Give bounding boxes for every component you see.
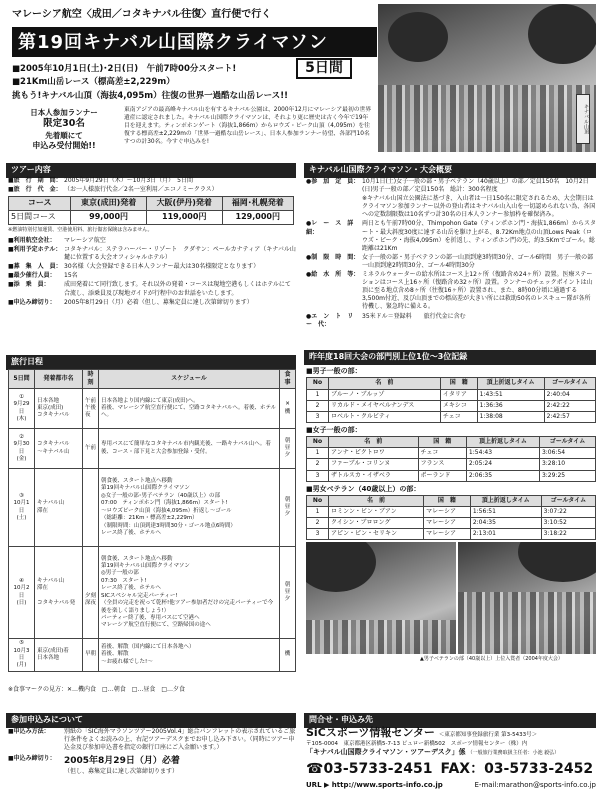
ov-label: ●参 加 定 員： xyxy=(306,178,360,185)
itin-th: 5日間 xyxy=(9,370,35,389)
winners-photo xyxy=(458,542,596,654)
res-cell: 3:29:25 xyxy=(539,470,595,481)
results-heading: 昨年度18回大会の部門別上位1位〜3位記録 xyxy=(304,350,596,365)
itin-city: キナバル山 滞在 xyxy=(35,469,83,547)
table-row xyxy=(307,470,596,481)
item-label: ■申込み締切り： xyxy=(8,298,56,306)
itin-th: スケジュール xyxy=(99,370,280,389)
company-logo: SiCスポーツ情報センター xyxy=(306,726,435,739)
item-value: 30名様（大会登録できる日本人ランナー最大は30名様限定となります） xyxy=(64,263,260,271)
itin-day: ④ 10月2日 (日) xyxy=(9,547,35,639)
tour-heading: ツアー内容 xyxy=(6,163,296,178)
ov-value: ※キナバル山国立公園法に基づき、入山者は一日150名に限定されるため、大会期日はクライマソン参加ランナー以外の登山者はキナバル山入山を一切認められない為、各国への定数制限数は10名ずつ計30名の日本人ランナー参加枠を確保済み。 xyxy=(362,195,596,219)
res-th: No xyxy=(307,437,329,448)
res-cell: チェコ xyxy=(440,411,477,422)
res-th: ゴールタイム xyxy=(541,496,595,507)
itin-day: ③ 10月1日 (土) xyxy=(9,469,35,547)
res-cell: 2:06:35 xyxy=(466,470,539,481)
res-cell: 1:56:51 xyxy=(470,507,541,518)
item-value: コタキナバル：ステラハーバー・リゾート クダサン：ペールカナティア（キナバル山麓に位置する大会オフィシャルホテル） xyxy=(64,246,296,262)
res-th: 頂上折返しタイム xyxy=(470,496,541,507)
ov-label: ●制 限 時 間： xyxy=(306,253,360,261)
itin-th: 時刻 xyxy=(83,370,99,389)
res-cell: クイシン・ブロロング xyxy=(329,518,424,529)
res-cell: ポーランド xyxy=(418,470,466,481)
ov-label: ●レ ー ス 詳 細： xyxy=(306,220,360,236)
phone-number[interactable]: ☎03-5733-2451 xyxy=(306,760,433,777)
apply-method-label: ■申込み方法： xyxy=(8,728,50,735)
res-cell: 2 xyxy=(307,518,329,529)
itin-sched: 着後、解散（国内線にて日本各地へ） 着後、解散 〜お疲れ様でした!〜 xyxy=(99,639,280,672)
item-label: ■利用予定ホテル： xyxy=(8,246,62,254)
itin-sched: 朝食後、スタート地点へ移動 第19回キナバル山国際クライマソン ◎女子一般の部･男子ベテラン（40歳以上）の部 07:00 ティンポホン門（海抜1,866m）スタート! 〜ロウズピーク山頂（海抜4,095m）折返し〜ゴール （総距離：21Km・標高差±2,229m） （制限時間：山頂到達3時間30分・ゴール地点6時間） レース終了後、ホテルへ xyxy=(99,469,280,547)
itin-meal: 機 xyxy=(280,639,296,672)
price-table xyxy=(8,196,294,225)
table-row xyxy=(307,448,596,459)
item-value: マレーシア航空 xyxy=(64,236,106,244)
license: ＜東京都知事登録旅行業 第3-5433号＞ xyxy=(438,732,538,738)
item-label: ■利用航空会社： xyxy=(8,236,56,244)
res-cell: 3:06:54 xyxy=(539,448,595,459)
table-row xyxy=(307,507,596,518)
price-osaka: 119,000円 xyxy=(146,211,222,225)
meal-legend: ※食事マークの見方：✕…機内食 □…朝食 □…昼食 □…夕食 xyxy=(8,686,186,693)
email-link[interactable]: E-mail:marathon@sports-info.co.jp xyxy=(474,780,596,789)
contact-heading: 問合せ・申込み先 xyxy=(304,713,596,728)
res-cell: アピン・ピン・セリキン xyxy=(329,529,424,540)
ov-label xyxy=(306,195,362,219)
price-fukuoka: 129,000円 xyxy=(222,211,293,225)
res-cell: マレーシア xyxy=(424,507,471,518)
itinerary-heading: 旅行日程 xyxy=(6,355,296,370)
promo-body: 東南アジアの最高峰キナバル山を有するキナバル公園は、2000年12月にマレーシア最初の世界遺産に認定されました。キナバル山国際クライマソンは、それより更に歴史は古く今年で19年目を迎えます。ティンポホンゲート（海抜1,866m）からロウズ・ピーク山頂（4,095m）を往復する標高差±2,229mの「世界一過酷な山岳レース」、日本人参加ランナー待望、各部門10名すつの計30名。今すぐ申込みを! xyxy=(124,107,372,146)
table-row xyxy=(307,389,596,400)
res-cell: フランス xyxy=(418,459,466,470)
itin-sched: 朝食後、スタート地点へ移動 第19回キナバル山国際クライマソン ◎男子一般の部 07:30 スタート! レース終了後、ホテルへ SICスペシャル完走パーティー! （全員の完走を祝って乾杯!他ツアー参加者だけの完走パーティーで今後を楽しく語りましょう!） パーティー終了後、専用バスにて空港へ マレーシア航空直行便にて、空路帰国の途へ xyxy=(99,547,280,639)
price-th: コース xyxy=(9,197,71,211)
res-th: 頂上折返しタイム xyxy=(477,378,544,389)
period-value: 2005年9月29日（木）〜10月3日（月） 5日間 xyxy=(64,177,193,184)
ov-value: 10月1日(土)女子一般の部・男子ベテラン（40歳以上）の部／定員150名 10月2日(日)男子一般の部／定員150名 総計：300名程度 xyxy=(362,178,589,194)
website-link[interactable]: URL ▶ http://www.sports-info.co.jp xyxy=(306,780,443,789)
tour-desk: 「キナバル山国際クライマソン・ツアーデスク」係 xyxy=(306,748,466,757)
res-th: 国 籍 xyxy=(440,378,477,389)
res-cell: ザトルスカ・イザベラ xyxy=(329,470,419,481)
res-cell: チェコ xyxy=(418,448,466,459)
table-row xyxy=(307,518,596,529)
res-th: ゴールタイム xyxy=(544,378,595,389)
promo-line4: 申込み受付開始!! xyxy=(32,141,96,151)
res-cell: 3:18:22 xyxy=(541,529,595,540)
results-table-women xyxy=(306,436,596,481)
res-th: 国 籍 xyxy=(418,437,466,448)
days-badge: 5日間 xyxy=(296,58,352,79)
table-row xyxy=(307,411,596,422)
itin-meal: ✕ 機 xyxy=(280,389,296,429)
itin-th: 発着都市名 xyxy=(35,370,83,389)
apply-deadline-note: （但し、募集定員に達し次第締切ります） xyxy=(64,768,179,776)
bullet-challenge: 挑もう!キナバル山頂（海抜4,095m）往復の世界一過酷な山岳レース!! xyxy=(12,91,288,101)
res-cell: ロベルト・クルビティ xyxy=(329,411,441,422)
item-value: 成田発着にて同行致します。それ以外の発着・コースは現地空港もしくはホテルにて合流し、添乗員及び現地ガイドが行程中のお世話をいたします。 xyxy=(64,281,291,297)
ov-value: ミネラルウォーターの給水所はコース上12ヶ所（復路含め24ヶ所）設置。医療ステーションはコース上16ヶ所（復路含め32ヶ所）設置。ランナーのチェックポイントは山頂に至る地点含め8ヶ所（往復16ヶ所）設置され、また、8時00分頃に通過する3,500m付近、及び山頂までの標高差が大きい所には救助50名のレスキュー隊が各所待機し、緊急時に備える。 xyxy=(362,271,593,311)
results-group-title: ■男女ベテラン（40歳以上）の部： xyxy=(306,484,421,493)
results-group-title: ■女子一般の部： xyxy=(306,425,362,434)
res-cell: イタリア xyxy=(440,389,477,400)
res-cell: 2 xyxy=(307,400,329,411)
itin-city: 東京(成田)着 日本各地 xyxy=(35,639,83,672)
ov-value: 35米ドル＝登録料 旅行代金に含む xyxy=(362,312,466,320)
ov-label: ●エ ン ト リ ー 代： xyxy=(306,312,360,328)
price-label: ■旅 行 代 金： xyxy=(8,186,62,194)
item-label: ■募 集 人 員： xyxy=(8,263,62,271)
overview-heading: キナバル山国際クライマソン・大会概要 xyxy=(304,163,596,178)
itin-time: 午前 午後 夜 xyxy=(83,389,99,429)
item-value: 2005年8月29日（月）必着（但し、募集定員に達し次第締切ります） xyxy=(64,298,253,306)
res-cell: 2 xyxy=(307,459,329,470)
itin-time: 午前 xyxy=(83,429,99,469)
results-block xyxy=(306,364,596,540)
apply-deadline: 2005年8月29日（月）必着 xyxy=(64,756,180,767)
res-cell: ファーブル・コリンヌ xyxy=(329,459,419,470)
res-cell: 1:38:08 xyxy=(477,411,544,422)
table-row xyxy=(307,400,596,411)
promo-line3: 先着順にて xyxy=(45,130,83,140)
itin-time: 夕刻 深夜 xyxy=(83,547,99,639)
apply-heading: 参加申込みについて xyxy=(6,713,296,728)
contact-block xyxy=(306,726,596,790)
winners-caption: ▲男子ベテランの部（40歳以上）上位入賞者（2004年度大会） xyxy=(420,656,563,662)
itin-day: ① 9月29日 (木) xyxy=(9,389,35,429)
price-desc: （お一人様旅行代金／2名一室利用／エコノミークラス） xyxy=(64,186,218,194)
res-th: 国 籍 xyxy=(424,496,471,507)
period-label: ■旅 行 期 間： xyxy=(8,177,62,184)
item-label: ■最少催行人員： xyxy=(8,272,56,280)
res-cell: 2:42:22 xyxy=(544,400,595,411)
promo-line2: 限定30名 xyxy=(43,118,85,130)
itin-city: コタキナバル 〜キナバル山 xyxy=(35,429,83,469)
res-cell: 1:36:36 xyxy=(477,400,544,411)
res-cell: 3 xyxy=(307,529,329,540)
res-th: 名 前 xyxy=(329,496,424,507)
res-cell: 1:54:43 xyxy=(466,448,539,459)
res-cell: 3 xyxy=(307,470,329,481)
res-th: ゴールタイム xyxy=(539,437,595,448)
res-cell: 3 xyxy=(307,411,329,422)
page-title: 第19回キナバル山国際クライマソン xyxy=(12,27,377,57)
item-value: 15名 xyxy=(64,272,78,280)
res-th: 頂上折返しタイム xyxy=(466,437,539,448)
itin-meal: 朝 昼 夕 xyxy=(280,547,296,639)
bullet-date: ■2005年10月1日(土)･2日(日) 午前7時00分スタート! xyxy=(12,64,237,74)
res-cell: 3:28:10 xyxy=(539,459,595,470)
res-cell: 2:42:57 xyxy=(544,411,595,422)
res-cell: 1 xyxy=(307,448,329,459)
photo-caption: キナバル山頂 xyxy=(576,94,590,144)
res-cell: リカルド・メイヤベルナンデス xyxy=(329,400,441,411)
res-cell: 2:13:01 xyxy=(470,529,541,540)
apply-block xyxy=(8,728,296,777)
res-cell: 3:07:22 xyxy=(541,507,595,518)
header-subtitle: マレーシア航空〈成田／コタキナバル往復〉直行便で行く xyxy=(12,9,272,20)
results-table-veteran xyxy=(306,495,596,540)
bullet-race: ■21Km山岳レース（標高差±2,229m） xyxy=(12,77,175,87)
itin-sched: 日本各地より国内線にて東京(成田)へ。 着後、マレーシア航空直行便にて、空路コタキナバルへ。着後、ホテルへ。 xyxy=(99,389,280,429)
itin-city: キナバル山 滞在 コタキナバル発 xyxy=(35,547,83,639)
itin-time xyxy=(83,469,99,547)
tour-block xyxy=(8,177,296,308)
res-cell: 2:05:24 xyxy=(466,459,539,470)
res-cell: マレーシア xyxy=(424,518,471,529)
fax-number: FAX：03-5733-2452 xyxy=(440,760,594,777)
res-cell: 1 xyxy=(307,389,329,400)
res-cell: 1 xyxy=(307,507,329,518)
price-th: 大阪(伊丹)発着 xyxy=(146,197,222,211)
itin-day: ⑤ 10月3日 (月) xyxy=(9,639,35,672)
results-group-title: ■男子一般の部： xyxy=(306,367,362,375)
res-cell: 1:43:51 xyxy=(477,389,544,400)
res-cell: ブルーノ・ブルッゾ xyxy=(329,389,441,400)
res-cell: 3:10:52 xyxy=(541,518,595,529)
apply-method: 別紙の「SIC海外マラソンツアー2005Vol.4」総合パンフレットの表示されているご旅行条件をよくお読みの上、右記ツアーデスクまでお申し込み下さい。（同時にツアー申込金及び参加申込書を指定の銀行口座にご入金願います。） xyxy=(64,728,296,752)
promo-line1: 日本人参加ランナー xyxy=(30,108,98,117)
results-table-men xyxy=(306,377,596,422)
res-th: 名 前 xyxy=(329,437,419,448)
itin-meal: 朝 昼 夕 xyxy=(280,469,296,547)
res-th: No xyxy=(307,496,329,507)
race-photo xyxy=(306,542,456,654)
itin-city: 日本各地 東京(成田) コタキナバル xyxy=(35,389,83,429)
res-cell: 2:04:35 xyxy=(470,518,541,529)
table-row xyxy=(307,459,596,470)
res-th: No xyxy=(307,378,329,389)
ov-label: ●給 水 所 等： xyxy=(306,271,360,279)
itin-th: 食事 xyxy=(280,370,296,389)
res-th: 名 前 xyxy=(329,378,441,389)
itin-meal: 朝 昼 夕 xyxy=(280,429,296,469)
apply-deadline-label: ■申込み締切り： xyxy=(8,755,56,763)
itinerary-table xyxy=(8,369,296,672)
table-row xyxy=(307,529,596,540)
res-cell: 2:40:04 xyxy=(544,389,595,400)
item-label: ■添 乗 員： xyxy=(8,281,50,289)
price-th: 東京(成田)発着 xyxy=(71,197,147,211)
res-cell: マレーシア xyxy=(424,529,471,540)
overview-block xyxy=(306,178,596,330)
ov-value: 両日とも午前7時00分、Thimpohon Gate（ティンポホン門・海抜1,866m）からスタート・最大斜度30度に達する山岳を駆け上がる、8.72Km地点の山頂Lows Peak（ロウズ・ピーク・海抜4,095m）を折返し、ティンポホン門の先、約3.5Kmでゴール。総距離は21Km xyxy=(362,220,597,252)
price-notes: ※燃油特別付加運賃、空港使用料、旅行傷害保険は含みません。 xyxy=(8,227,153,234)
itin-day: ② 9月30日 (金) xyxy=(9,429,35,469)
hero-photo xyxy=(378,4,596,152)
res-cell: ロミンン・ビン・ブアン xyxy=(329,507,424,518)
itin-time: 早朝 xyxy=(83,639,99,672)
tour-desk-note: （一般旅行業務取扱主任者：小池 毅弘） xyxy=(467,750,560,757)
price-tokyo: 99,000円 xyxy=(71,211,147,225)
itin-sched: 専用バスにて簡単なコタキナバル市内観光後、一路キナバル山へ。着後、コース・部下見と大会参加登録・受付。 xyxy=(99,429,280,469)
promo-box xyxy=(8,108,120,158)
price-course: 5日間コース xyxy=(9,211,71,225)
price-th: 福岡･札幌発着 xyxy=(222,197,293,211)
address: 〒105-0004 東京都港区新橋5-7-13 ビュロー新橋502 スポーツ情報センター（株）内 xyxy=(306,740,528,747)
ov-value: 女子一般の部・男子ベテランの部一山頂到達3時間30分、ゴール6時間 男子一般の部一山頂到達2時間30分、ゴール4時間30分 xyxy=(362,253,594,269)
res-cell: メキシコ xyxy=(440,400,477,411)
res-cell: アンナ・ピクトロワ xyxy=(329,448,419,459)
